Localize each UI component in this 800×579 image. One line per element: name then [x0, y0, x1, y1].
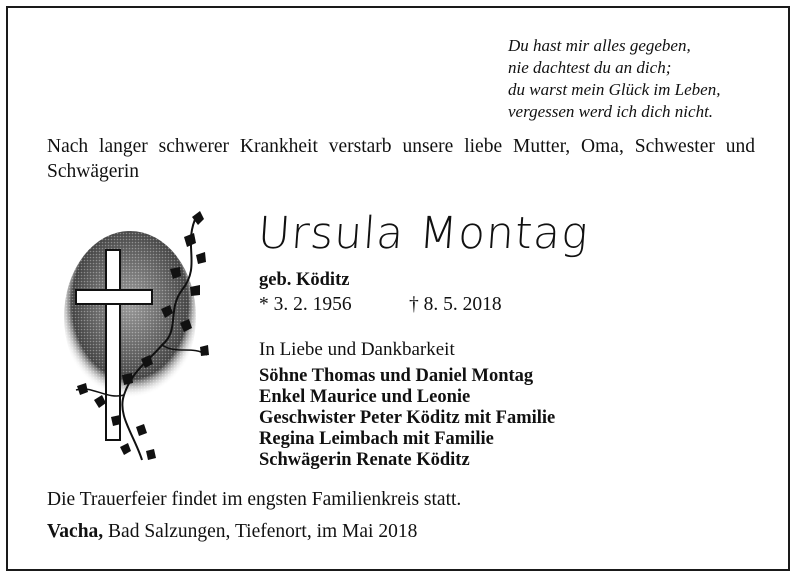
mourner-line: Regina Leimbach mit Familie: [259, 429, 494, 449]
life-dates: [259, 294, 502, 316]
poem-line: Du hast mir alles gegeben,: [508, 36, 691, 55]
poem: [508, 35, 720, 123]
mourner-line: Geschwister Peter Köditz mit Familie: [259, 408, 556, 428]
mourner-line: Enkel Maurice und Leonie: [259, 387, 471, 407]
birth-name: geb. Köditz: [259, 270, 350, 290]
deceased-name: Ursula Montag: [256, 208, 591, 259]
funeral-note: Die Trauerfeier findet im engsten Familienkreis statt.: [47, 489, 462, 510]
mourner-line: Söhne Thomas und Daniel Montag: [259, 366, 534, 386]
mourner-line: Schwägerin Renate Köditz: [259, 450, 470, 470]
poem-line: nie dachtest du an dich;: [508, 58, 672, 77]
death-date: † 8. 5. 2018: [409, 294, 502, 315]
place-town: Vacha,: [47, 521, 104, 542]
cross-with-ivy-icon: [62, 205, 214, 467]
poem-line: du warst mein Glück im Leben,: [508, 80, 721, 99]
dedication-text: In Liebe und Dankbarkeit: [259, 339, 455, 360]
birth-date: * 3. 2. 1956: [259, 294, 352, 315]
place-rest: Bad Salzungen, Tiefenort, im Mai 2018: [103, 521, 418, 542]
poem-line: vergessen werd ich dich nicht.: [508, 102, 714, 121]
intro-text: Nach langer schwerer Krankheit verstarb unsere liebe Mutter, Oma, Schwester und Schwägerin: [47, 136, 755, 182]
mourners-list: [259, 366, 555, 471]
place-date-line: [47, 521, 417, 543]
